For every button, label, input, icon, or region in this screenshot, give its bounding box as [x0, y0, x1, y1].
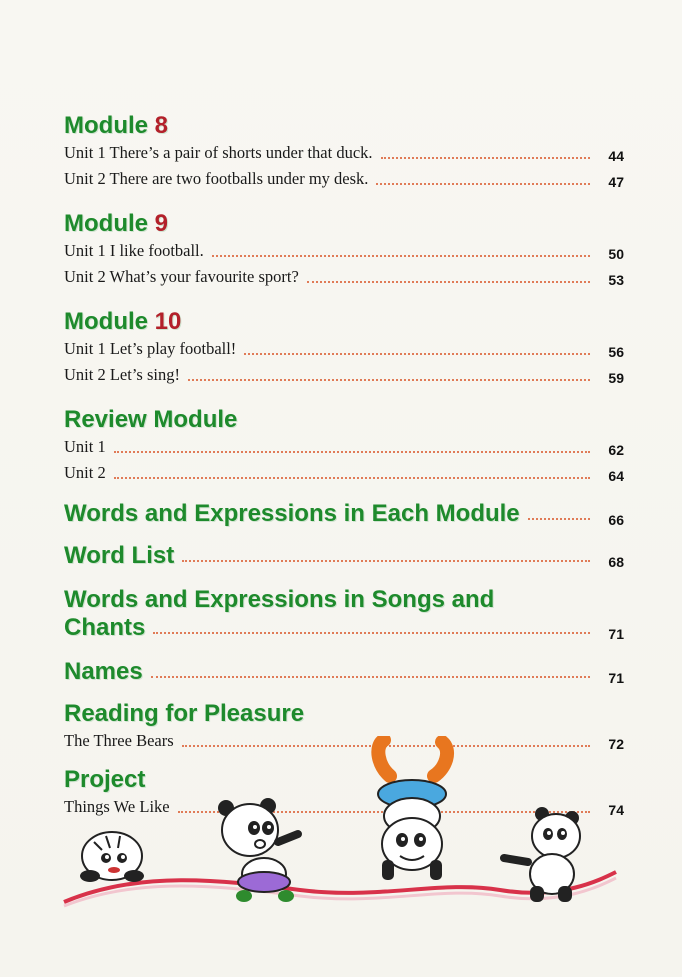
leader-dots — [376, 183, 590, 185]
leader-dots — [114, 451, 590, 453]
leader-dots — [381, 157, 590, 159]
leader-dots — [188, 379, 590, 381]
toc-entry[interactable]: Unit 1 I like football. 50 — [64, 241, 624, 262]
module-9-heading: Module 9 — [64, 210, 169, 237]
toc-entry-word-list[interactable]: Word List 68 — [64, 542, 624, 570]
leader-dots — [153, 632, 590, 634]
table-of-contents — [64, 112, 624, 820]
toc-entry-words-each-module[interactable]: Words and Expressions in Each Module 66 — [64, 500, 624, 528]
toc-entry[interactable]: Unit 2 Let’s sing! 59 — [64, 365, 624, 386]
leader-dots — [212, 255, 590, 257]
toc-entry[interactable]: Things We Like 74 — [64, 797, 624, 818]
panda-dancing-icon — [216, 796, 316, 906]
words-songs-heading-line1: Words and Expressions in Songs and — [64, 586, 495, 613]
toc-entry[interactable]: Unit 1 Let’s play football! 56 — [64, 339, 624, 360]
toc-entry[interactable]: Unit 1 62 — [64, 437, 624, 458]
leader-dots — [307, 281, 590, 283]
striped-cat-icon — [72, 820, 152, 890]
toc-entry[interactable]: Unit 2 There are two footballs under my desk. 47 — [64, 169, 624, 190]
toc-entry[interactable]: Unit 1 There’s a pair of shorts under that duck. 44 — [64, 143, 624, 164]
module-10-heading: Module 10 — [64, 308, 182, 335]
toc-entry[interactable]: Unit 2 What’s your favourite sport? 53 — [64, 267, 624, 288]
panda-standing-icon — [500, 806, 590, 906]
reading-heading: Reading for Pleasure — [64, 700, 305, 727]
toc-entry-words-songs[interactable]: Chants 71 — [64, 614, 624, 642]
leader-dots — [114, 477, 590, 479]
toc-entry[interactable]: The Three Bears 72 — [64, 731, 624, 752]
module-8-heading: Module 8 — [64, 112, 169, 139]
project-heading: Project — [64, 766, 146, 793]
panda-handstand-icon — [370, 736, 460, 886]
leader-dots — [528, 518, 590, 520]
leader-dots — [151, 676, 590, 678]
leader-dots — [182, 560, 590, 562]
leader-dots — [244, 353, 590, 355]
toc-entry[interactable]: Unit 2 64 — [64, 463, 624, 484]
toc-entry-names[interactable]: Names 71 — [64, 658, 624, 686]
review-module-heading: Review Module — [64, 406, 238, 433]
